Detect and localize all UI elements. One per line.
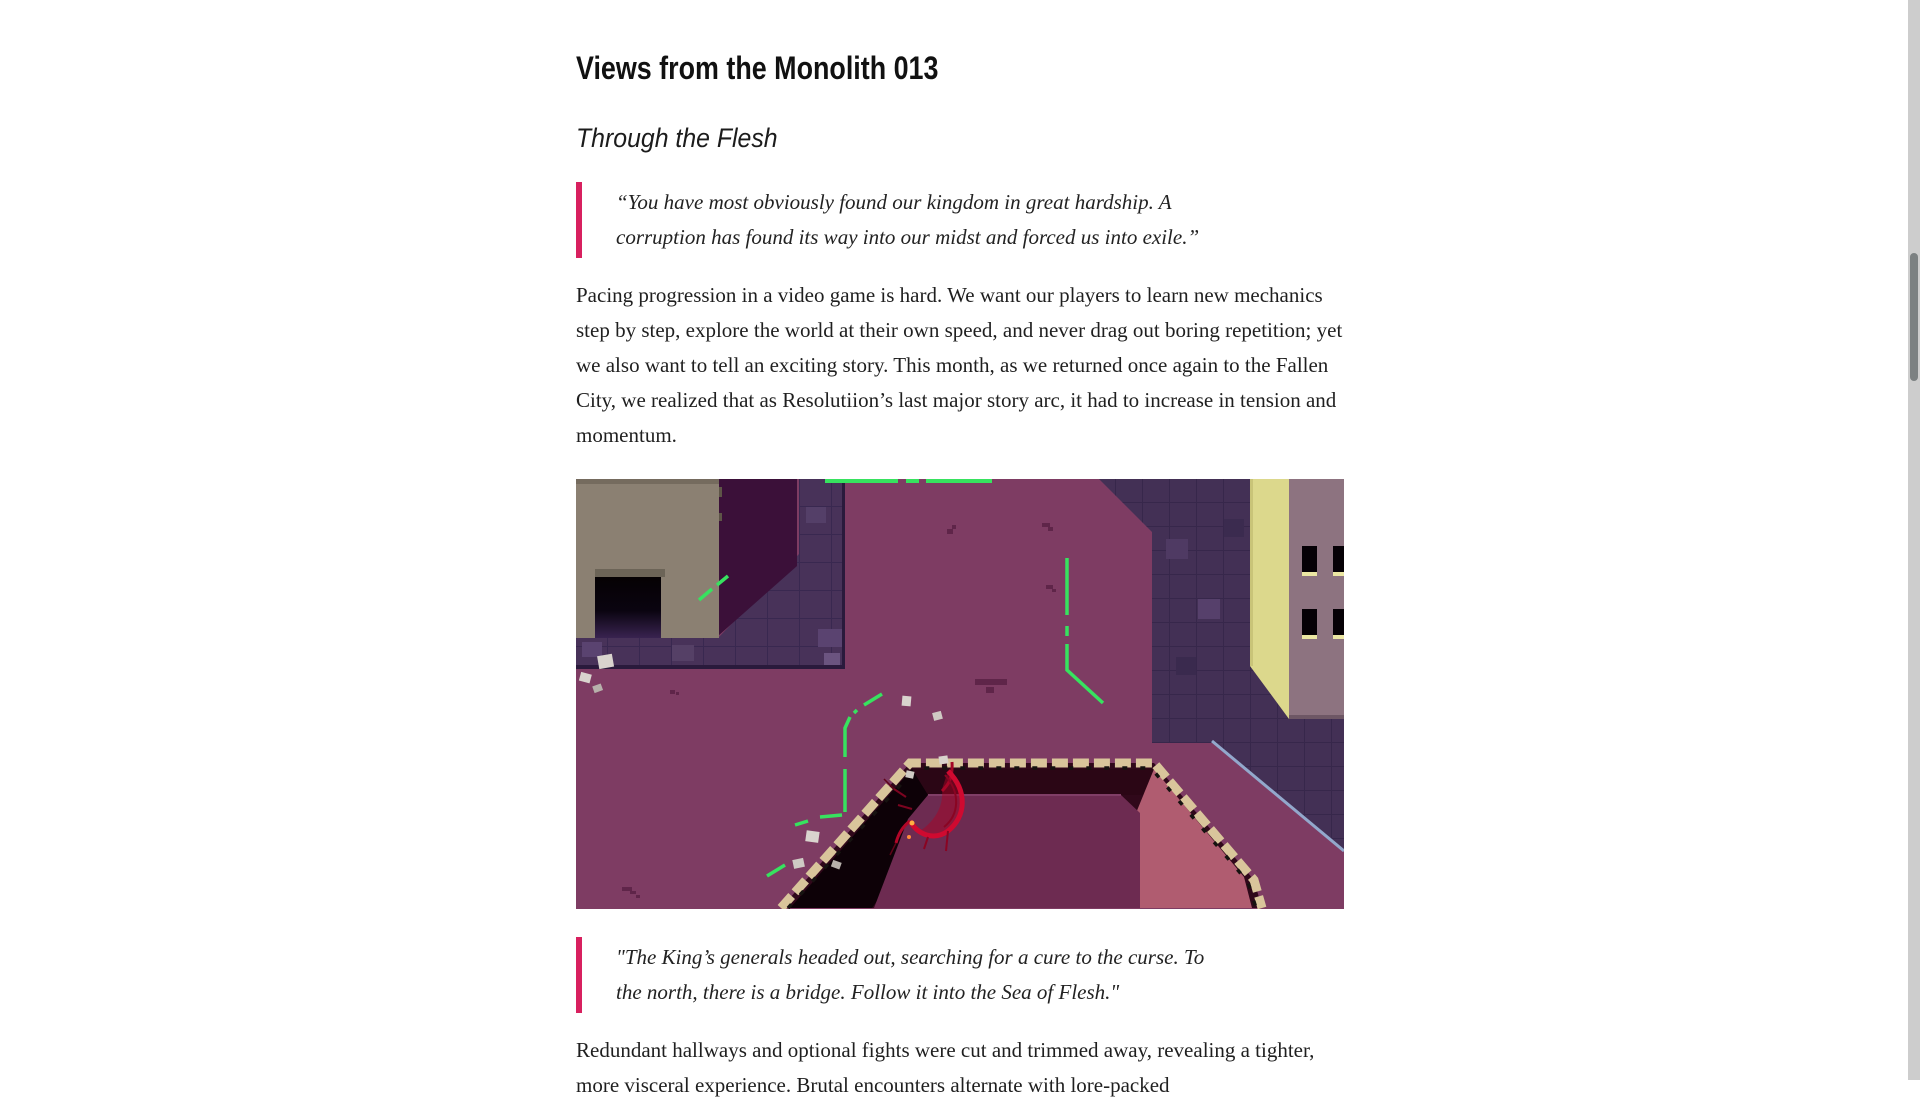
scrollbar-track[interactable] xyxy=(1908,0,1920,1080)
yellow-building xyxy=(1250,479,1344,719)
scrollbar-thumb[interactable] xyxy=(1910,253,1918,381)
tan-building xyxy=(576,479,722,638)
paragraph-pacing: Pacing progression in a video game is hard. We want our players to learn new mechanics step by step, explore the world at their own speed, and never drag out boring repetition; yet we also want to tell an exciting story. This month, as we returned once again to the Fallen City, we realized that as Resolutiion’s last major story arc, it had to increase in tension and momentum. xyxy=(576,282,1343,447)
paragraph-redundant: Redundant hallways and optional fights were cut and trimmed away, revealing a tighter, more visceral experience. Brutal encounters alternate with lore-packed xyxy=(576,1037,1315,1097)
page-title: Views from the Monolith 013 xyxy=(576,50,939,86)
game-screenshot xyxy=(576,479,1344,909)
blockquote-generals: "The King’s generals headed out, searching for a cure to the curse. To the north, there is a bridge. Follow it into the Sea of Flesh." xyxy=(576,937,1344,1013)
blockquote-hardship: “You have most obviously found our kingdom in great hardship. A corruption has found its way into our midst and forced us into exile.” xyxy=(576,182,1344,258)
article xyxy=(576,0,1344,1103)
game-screenshot-svg xyxy=(576,479,1344,909)
doorway xyxy=(595,577,661,638)
section-subtitle: Through the Flesh xyxy=(576,122,778,153)
